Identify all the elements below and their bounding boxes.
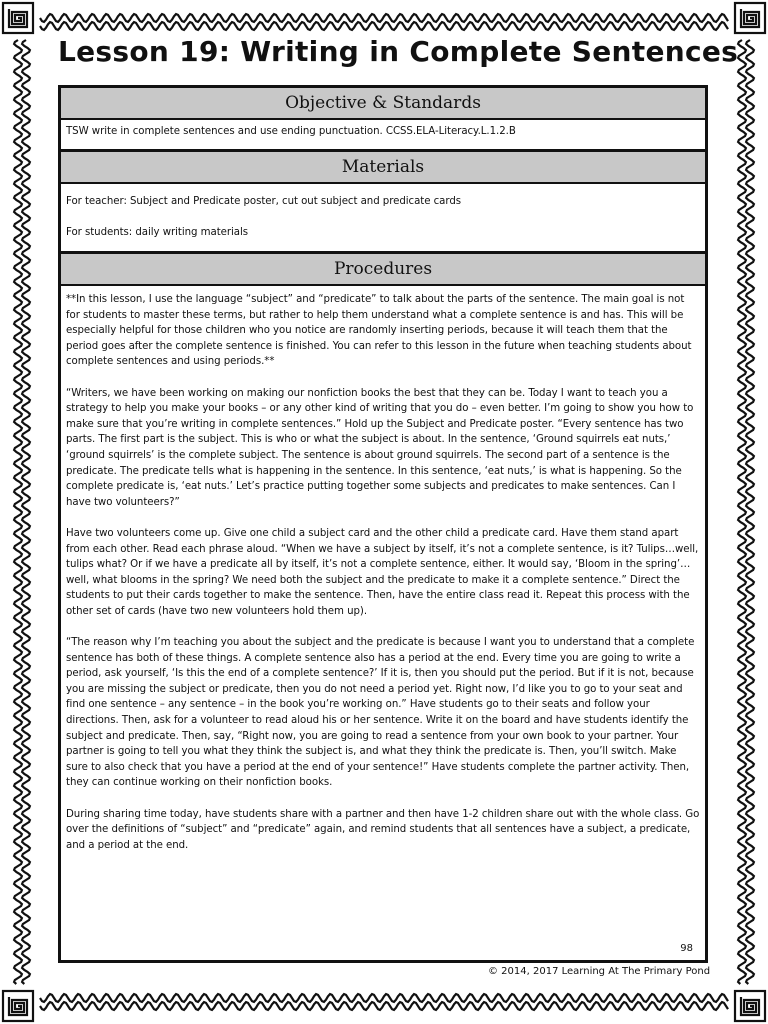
paragraph: For students: daily writing materials xyxy=(66,227,249,239)
border-wave xyxy=(22,40,30,984)
section-body xyxy=(61,120,705,144)
paragraph: **In this lesson, I use the language “subject” and “predicate” to talk about the parts of the sentence. The main goal is not for students to master these terms, but rather to help them understand what a complete sentence is and has. This will be especially helpful for those children who you notice are randomly inserting periods, because it will teach them that the period goes after the complete sentence is finished. You can refer to this lesson in the future when teaching students about complete sentences and using periods.** xyxy=(66,294,692,368)
page-title: Lesson 19: Writing in Complete Sentences xyxy=(58,35,739,68)
border-wave xyxy=(14,40,22,984)
corner-box xyxy=(3,3,33,33)
border-wave xyxy=(40,1002,728,1010)
section-objective-standards xyxy=(58,85,708,152)
corner-spiral xyxy=(741,9,759,27)
border-wave xyxy=(746,40,754,984)
section-procedures xyxy=(58,254,708,963)
copyright-notice: © 2014, 2017 Learning At The Primary Pond xyxy=(488,966,711,977)
section-header: Procedures xyxy=(61,254,705,286)
section-header: Objective & Standards xyxy=(61,88,705,120)
page-number: 98 xyxy=(680,943,693,954)
corner-box xyxy=(3,991,33,1021)
corner-box xyxy=(735,991,765,1021)
paragraph: Have two volunteers come up. Give one child a subject card and the other child a predicate card. Have them stand apart from each other. Read each phrase aloud. “When we have a subject by itself, it’s not a complete sentence, is it? Tulips…well, tulips what? Or if we have a predicate all by itself, it’s not a complete sentence, either. It would say, ‘Bloom in the spring’…well, what blooms in the spring? We need both the subject and the predicate to make it a complete sentence.” Direct the students to put their cards together to make the sentence. Then, have the entire class read it. Repeat this process with the other set of cards (have two new volunteers hold them up). xyxy=(66,527,699,617)
section-materials xyxy=(58,152,708,254)
section-body xyxy=(61,286,705,857)
paragraph: “The reason why I’m teaching you about the subject and the predicate is because I want you to understand that a complete sentence has both of these things. A complete sentence also has a period at the end. Every time you are going to write a period, ask yourself, ‘Is this the end of a complete sentence?’ If it is, then you should put the period. But if it is not, because you are missing the subject or predicate, then you do not need a period yet. Right now, I’d like you to go to your seat and find one sentence – any sentence – in the book you’re working on.” Have students go to their seats and follow your directions. Then, ask for a volunteer to read aloud his or her sentence. Write it on the board and have students identify the subject and predicate. Then, say, “Right now, you are going to read a sentence from your own book to your partner. Your partner is going to tell you what they think the subject is, and what they think the predicate is. Then, you’ll switch. Make sure to also check that you have a period at the end of your sentence!” Have students complete the partner activity. Then, they can continue working on their nonfiction books. xyxy=(66,637,695,789)
corner-spiral xyxy=(9,997,27,1015)
border-wave xyxy=(40,14,728,22)
paragraph: “Writers, we have been working on making our nonfiction books the best that they can be. Today I want to teach you a strategy to help you make your books – or any other kind of writing that you do – even better. I’m going to show you how to make sure that you’re writing in complete sentences.” Hold up the Subject and Predicate poster. “Every sentence has two parts. The first part is the subject. This is who or what the subject is about. In the sentence, ‘Ground squirrels eat nuts,’ ‘ground squirrels’ is the complete subject. The sentence is about ground squirrels. The second part of a sentence is the predicate. The predicate tells what is happening in the sentence. In this sentence, ‘eat nuts,’ is what is happening. So the complete predicate is, ‘eat nuts.’ Let’s practice putting together some subjects and predicates to make sentences. Can I have two volunteers?” xyxy=(66,387,694,508)
corner-spiral xyxy=(9,9,27,27)
paragraph: For teacher: Subject and Predicate poster, cut out subject and predicate cards xyxy=(66,196,462,207)
corner-spiral xyxy=(741,997,759,1015)
paragraph: TSW write in complete sentences and use ending punctuation. CCSS.ELA-Literacy.L.1.2.B xyxy=(66,126,516,137)
section-body xyxy=(61,184,705,245)
corner-box xyxy=(735,3,765,33)
border-wave xyxy=(738,40,746,984)
border-wave xyxy=(40,994,728,1002)
paragraph: During sharing time today, have students share with a partner and then have 1-2 children share out with the whole class. Go over the definitions of “subject” and “predicate” again, and remind students that all sentences have a subject, a predicate, and a period at the end. xyxy=(66,808,700,851)
section-header: Materials xyxy=(61,152,705,184)
